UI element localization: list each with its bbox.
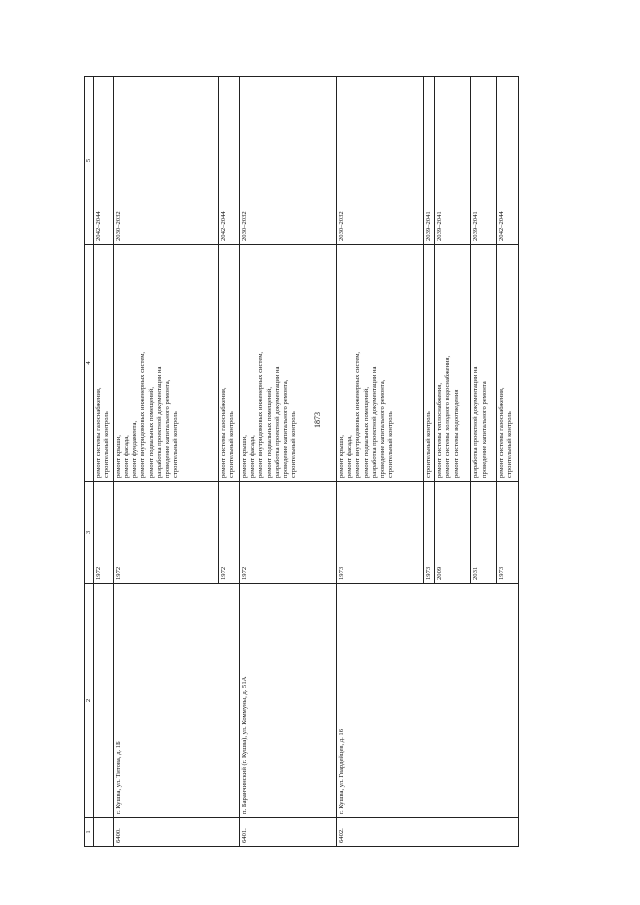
- work-line: строительный контроль: [172, 411, 180, 478]
- period-cell: 2030–2032: [240, 77, 337, 245]
- work-line: ремонт фундамента,: [131, 420, 139, 478]
- work-line: ремонт подвальных помещений,: [265, 387, 273, 478]
- work-line: ремонт подвальных помещений,: [362, 387, 370, 478]
- period-cell: 2042–2044: [94, 77, 114, 245]
- work-line: ремонт фасада,: [123, 435, 131, 478]
- column-header: 4: [85, 245, 94, 482]
- column-header: 3: [85, 482, 94, 584]
- works-cell: [240, 245, 337, 482]
- column-header: 5: [85, 77, 94, 245]
- period-cell: 2030–2032: [337, 77, 424, 245]
- work-line: строительный контроль: [103, 411, 111, 478]
- page-number: 1873: [313, 412, 322, 428]
- works-cell: [218, 245, 239, 482]
- work-line: ремонт крыши,: [241, 435, 249, 478]
- work-line: разработка проектной документации на: [273, 366, 281, 478]
- year-cell: 2009: [435, 482, 471, 584]
- period-cell: 2039–2041: [423, 77, 434, 245]
- work-line: ремонт системы газоснабжения,: [497, 387, 505, 478]
- year-cell: 1972: [218, 482, 239, 584]
- works-cell: [496, 245, 518, 482]
- work-line: ремонт внутридомовых инженерных систем,: [354, 351, 362, 478]
- work-line: разработка проектной документации на: [370, 366, 378, 478]
- work-line: строительный контроль: [505, 411, 513, 478]
- work-line: проведение капитального ремонта,: [379, 379, 387, 478]
- period-cell: 2042–2044: [218, 77, 239, 245]
- column-header: 2: [85, 584, 94, 818]
- row-number-cell: [94, 818, 114, 847]
- work-line: ремонт системы теплоснабжения,: [436, 383, 444, 478]
- table-row: [240, 77, 337, 847]
- row-number-cell: 6401.: [240, 818, 337, 847]
- work-line: строительный контроль: [424, 411, 432, 478]
- works-cell: [423, 245, 434, 482]
- works-cell: [337, 245, 424, 482]
- work-line: ремонт внутридомовых инженерных систем,: [257, 351, 265, 478]
- work-line: разработка проектной документации на: [472, 366, 480, 478]
- work-line: ремонт системы водоотведения: [452, 389, 460, 478]
- work-line: ремонт системы газоснабжения,: [95, 387, 103, 478]
- year-cell: 1972: [113, 482, 218, 584]
- address-cell: г. Кушва, ул. Гвардейцев, д. 16: [337, 584, 519, 818]
- work-line: ремонт системы газоснабжения,: [219, 387, 227, 478]
- year-cell: 1972: [94, 482, 114, 584]
- year-cell: 1973: [337, 482, 424, 584]
- year-cell: 1973: [496, 482, 518, 584]
- work-line: ремонт крыши,: [114, 435, 122, 478]
- period-cell: 2030–2032: [113, 77, 218, 245]
- column-header: 1: [85, 818, 94, 847]
- work-line: строительный контроль: [387, 411, 395, 478]
- work-line: проведение капитального ремонта: [480, 381, 488, 478]
- period-cell: 2042–2044: [496, 77, 518, 245]
- address-cell: [94, 584, 114, 818]
- year-cell: 1973: [423, 482, 434, 584]
- work-line: ремонт внутридомовых инженерных систем,: [139, 351, 147, 478]
- rotated-page-content: [84, 77, 519, 847]
- table-row: [113, 77, 218, 847]
- work-line: ремонт фасада,: [346, 435, 354, 478]
- year-cell: 1972: [240, 482, 337, 584]
- work-line: строительный контроль: [228, 411, 236, 478]
- work-line: строительный контроль: [290, 411, 298, 478]
- works-cell: [94, 245, 114, 482]
- table-row: [94, 77, 114, 847]
- overhaul-schedule-table: [84, 76, 519, 847]
- address-cell: п. Баранчинский (г. Кушва), ул. Коммуны, д. 51А: [240, 584, 337, 818]
- work-line: ремонт фасада,: [249, 435, 257, 478]
- row-number-cell: 6400.: [113, 818, 239, 847]
- works-cell: [435, 245, 471, 482]
- table-header-row: [85, 77, 94, 847]
- work-line: ремонт крыши,: [338, 435, 345, 478]
- table-row: [337, 77, 424, 847]
- work-line: ремонт подвальных помещений,: [147, 387, 155, 478]
- work-line: проведение капитального ремонта,: [164, 379, 172, 478]
- row-number-cell: 6402.: [337, 818, 519, 847]
- period-cell: 2039–2041: [471, 77, 496, 245]
- address-cell: г. Кушва, ул. Титова, д. 1Б: [113, 584, 239, 818]
- year-cell: 2031: [471, 482, 496, 584]
- work-line: ремонт системы холодного водоснабжения,: [444, 355, 452, 478]
- works-cell: [471, 245, 496, 482]
- works-cell: [113, 245, 218, 482]
- period-cell: 2039–2041: [435, 77, 471, 245]
- work-line: разработка проектной документации на: [155, 366, 163, 478]
- work-line: проведение капитального ремонта,: [282, 379, 290, 478]
